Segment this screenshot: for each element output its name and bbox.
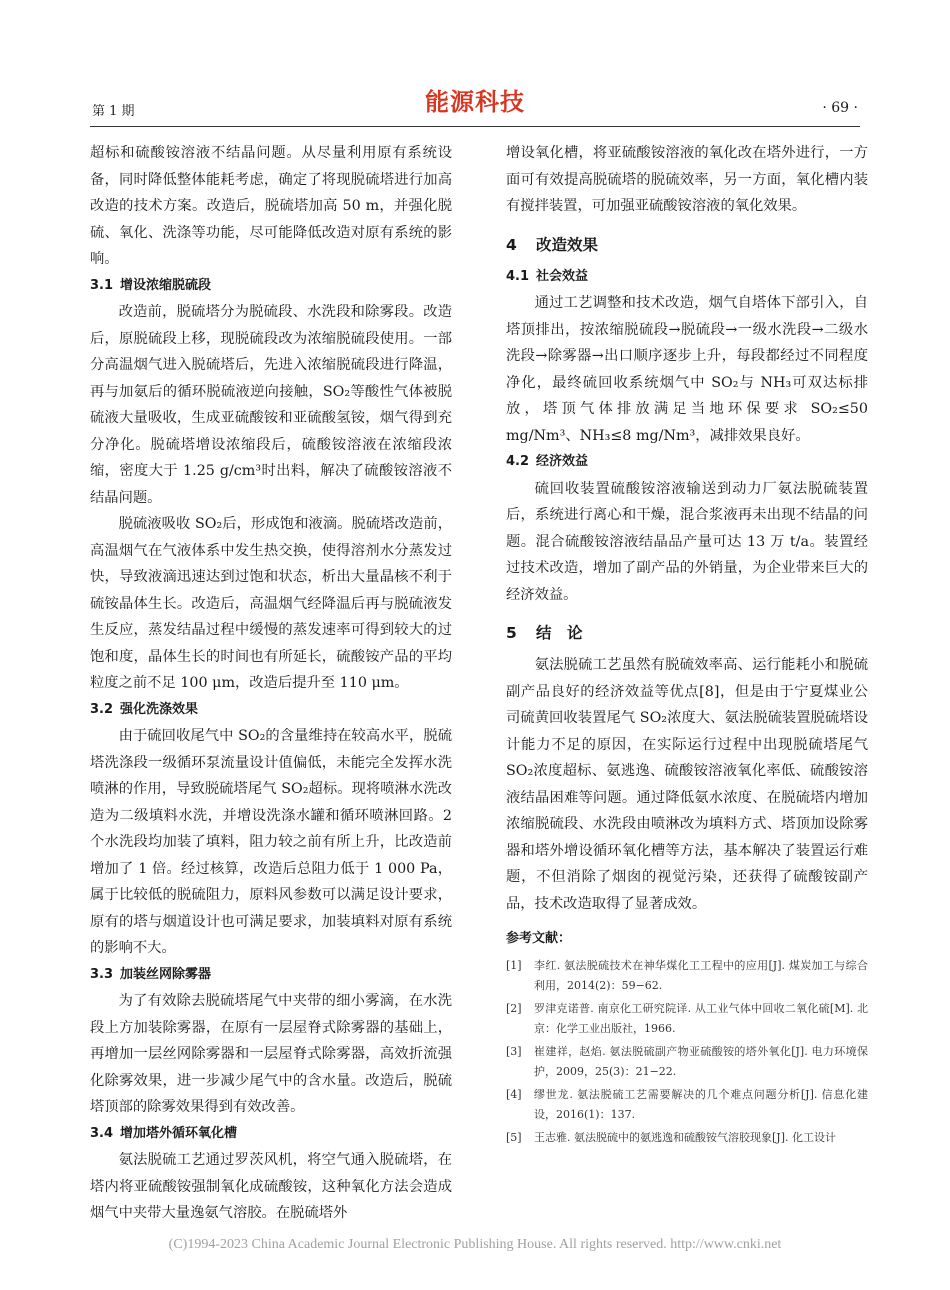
copyright-footer: (C)1994-2023 China Academic Journal Electronic Publishing House. All rights reserved. http://www.cnki.net	[168, 1237, 782, 1252]
section-heading-5	[506, 622, 868, 644]
section-title: 社会效益	[536, 268, 589, 284]
section-number: 3.2	[90, 701, 114, 717]
section-heading-4-2	[506, 449, 868, 476]
reference-item	[506, 1085, 868, 1125]
reference-number: [1]	[506, 959, 522, 972]
section-number: 4	[506, 235, 517, 254]
reference-text: 罗津克诺普. 南京化工研究院译. 从工业气体中回收二氧化硫[M]. 北京：化学工业出版社，1966.	[534, 1002, 868, 1035]
section-title: 改造效果	[536, 235, 599, 254]
section-number: 4.1	[506, 268, 530, 284]
section-title: 经济效益	[536, 454, 589, 469]
section-heading-4-1	[506, 264, 868, 291]
reference-number: [2]	[506, 1002, 522, 1015]
reference-number: [5]	[506, 1131, 522, 1144]
reference-text: 王志雅. 氨法脱硫中的氨逃逸和硫酸铵气溶胶现象[J]. 化工设计	[534, 1131, 836, 1144]
section-title: 增设浓缩脱硫段	[120, 277, 212, 293]
page-number: · 69 ·	[822, 100, 858, 116]
section-heading-4	[506, 234, 868, 256]
section-title: 结 论	[536, 624, 583, 642]
section-title: 强化洗涤效果	[120, 701, 199, 717]
left-column	[90, 140, 452, 1227]
paragraph: 脱硫液吸收 SO₂后，形成饱和液滴。脱硫塔改造前，高温烟气在气液体系中发生热交换，使得溶剂水分蒸发过快，导致液滴迅速达到过饱和状态，析出大量晶核不利于硫铵晶体生长。改造后，高温烟气经降温后再与脱硫液发生反应，蒸发结晶过程中缓慢的蒸发速率可得到较大的过饱和度，晶体生长的时间也有所延长，硫酸铵产品的平均粒度之前不足 100 μm，改造后提升至 110 μm。	[90, 516, 452, 691]
reference-text: 缪世龙. 氨法脱硫工艺需要解决的几个难点问题分析[J]. 信息化建设，2016(1)：137.	[534, 1088, 868, 1121]
section-number: 3.4	[90, 1125, 114, 1141]
page-header	[90, 86, 860, 127]
paragraph: 由于硫回收尾气中 SO₂的含量维持在较高水平，脱硫塔洗涤段一级循环泵流量设计值偏低，未能完全发挥水洗喷淋的作用，导致脱硫塔尾气 SO₂超标。现将喷淋水洗改造为二级填料水洗，并增设洗涤水罐和循环喷淋回路。2 个水洗段均加装了填料，阻力较之前有所上升，比改造前增加了 1 倍。经过核算，改造后总阻力低于 1 000 Pa，属于比较低的脱硫阻力，原料风参数可以满足设计要求，原有的塔与烟道设计也可满足要求，加装填料对原有系统的影响不大。	[90, 728, 452, 956]
section-number: 4.2	[506, 454, 530, 469]
section-number: 3.1	[90, 277, 114, 293]
reference-item	[506, 1128, 868, 1148]
section-number: 3.3	[90, 966, 114, 982]
reference-list	[506, 956, 868, 1148]
reference-item	[506, 1042, 868, 1082]
section-heading-3-4	[90, 1121, 452, 1148]
journal-logo: 能源科技	[425, 88, 525, 116]
section-heading-3-2	[90, 697, 452, 724]
section-heading-3-3	[90, 962, 452, 989]
reference-item	[506, 956, 868, 996]
reference-number: [4]	[506, 1088, 522, 1101]
section-title: 加装丝网除雾器	[120, 966, 212, 982]
paragraph: 增设氧化槽，将亚硫酸铵溶液的氧化改在塔外进行，一方面可有效提高脱硫塔的脱硫效率，另一方面，氧化槽内装有搅拌装置，可加强亚硫酸铵溶液的氧化效果。	[506, 145, 868, 214]
paragraph: 改造前，脱硫塔分为脱硫段、水洗段和除雾段。改造后，原脱硫段上移，现脱硫段改为浓缩脱硫段使用。一部分高温烟气进入脱硫塔后，先进入浓缩脱硫段进行降温，再与加氨后的循环脱硫液逆向接触，SO₂等酸性气体被脱硫液大量吸收，生成亚硫酸铵和亚硫酸氢铵，烟气得到充分净化。脱硫塔增设浓缩段后，硫酸铵溶液在浓缩段浓缩，密度大于 1.25 g/cm³时出料，解决了硫酸铵溶液不结晶问题。	[90, 304, 452, 506]
section-number: 5	[506, 624, 517, 642]
section-title: 增加塔外循环氧化槽	[120, 1125, 238, 1141]
paragraph: 氨法脱硫工艺虽然有脱硫效率高、运行能耗小和脱硫副产品良好的经济效益等优点[8]，但是由于宁夏煤业公司硫黄回收装置尾气 SO₂浓度大、氨法脱硫装置脱硫塔设计能力不足的原因，在实际运行过程中出现脱硫塔尾气 SO₂浓度超标、氨逃逸、硫酸铵溶液氧化率低、硫酸铵溶液结晶困难等问题。通过降低氨水浓度、在脱硫塔内增加浓缩脱硫段、水洗段由喷淋改为填料方式、塔顶加设除雾器和塔外增设循环氧化槽等方法，基本解决了装置运行难题，不但消除了烟囱的视觉污染，还获得了硫酸铵副产品，技术改造取得了显著成效。	[506, 657, 868, 912]
paragraph: 通过工艺调整和技术改造，烟气自塔体下部引入，自塔顶排出，按浓缩脱硫段→脱硫段→一级水洗段→二级水洗段→除雾器→出口顺序逐步上升，每段都经过不同程度净化，最终硫回收系统烟气中 SO₂与 NH₃可双达标排放，塔顶气体排放满足当地环保要求 SO₂≤50 mg/Nm³、NH₃≤8 mg/Nm³，减排效果良好。	[506, 295, 868, 444]
paragraph: 为了有效除去脱硫塔尾气中夹带的细小雾滴，在水洗段上方加装除雾器，在原有一层屋脊式除雾器的基础上，再增加一层丝网除雾器和一层屋脊式除雾器，高效折流强化除雾效果，进一步减少尾气中的含水量。改造后，脱硫塔顶部的除雾效果得到有效改善。	[90, 993, 452, 1115]
section-heading-3-1	[90, 273, 452, 300]
reference-number: [3]	[506, 1045, 522, 1058]
reference-item	[506, 999, 868, 1039]
paragraph: 超标和硫酸铵溶液不结晶问题。从尽量利用原有系统设备，同时降低整体能耗考虑，确定了将现脱硫塔进行加高改造的技术方案。改造后，脱硫塔加高 50 m，并强化脱硫、氧化、洗涤等功能，尽可能降低改造对原有系统的影响。	[90, 145, 452, 267]
reference-text: 李红. 氨法脱硫技术在神华煤化工工程中的应用[J]. 煤炭加工与综合利用，2014(2)：59−62.	[534, 959, 868, 992]
references-heading: 参考文献：	[506, 931, 572, 946]
paragraph: 氨法脱硫工艺通过罗茨风机，将空气通入脱硫塔，在塔内将亚硫酸铵强制氧化成硫酸铵，这种氧化方法会造成烟气中夹带大量逸氨气溶胶。在脱硫塔外	[90, 1152, 452, 1221]
right-column	[506, 140, 868, 1151]
issue-number: 第 1 期	[92, 104, 135, 119]
reference-text: 崔建祥，赵焰. 氨法脱硫副产物亚硫酸铵的塔外氧化[J]. 电力环境保护，2009，25(3)：21−22.	[534, 1045, 868, 1078]
paragraph: 硫回收装置硫酸铵溶液输送到动力厂氨法脱硫装置后，系统进行离心和干燥，混合浆液再未出现不结晶的问题。混合硫酸铵溶液结晶品产量可达 13 万 t/a。装置经过技术改造，增加了副产品的外销量，为企业带来巨大的经济效益。	[506, 480, 868, 603]
